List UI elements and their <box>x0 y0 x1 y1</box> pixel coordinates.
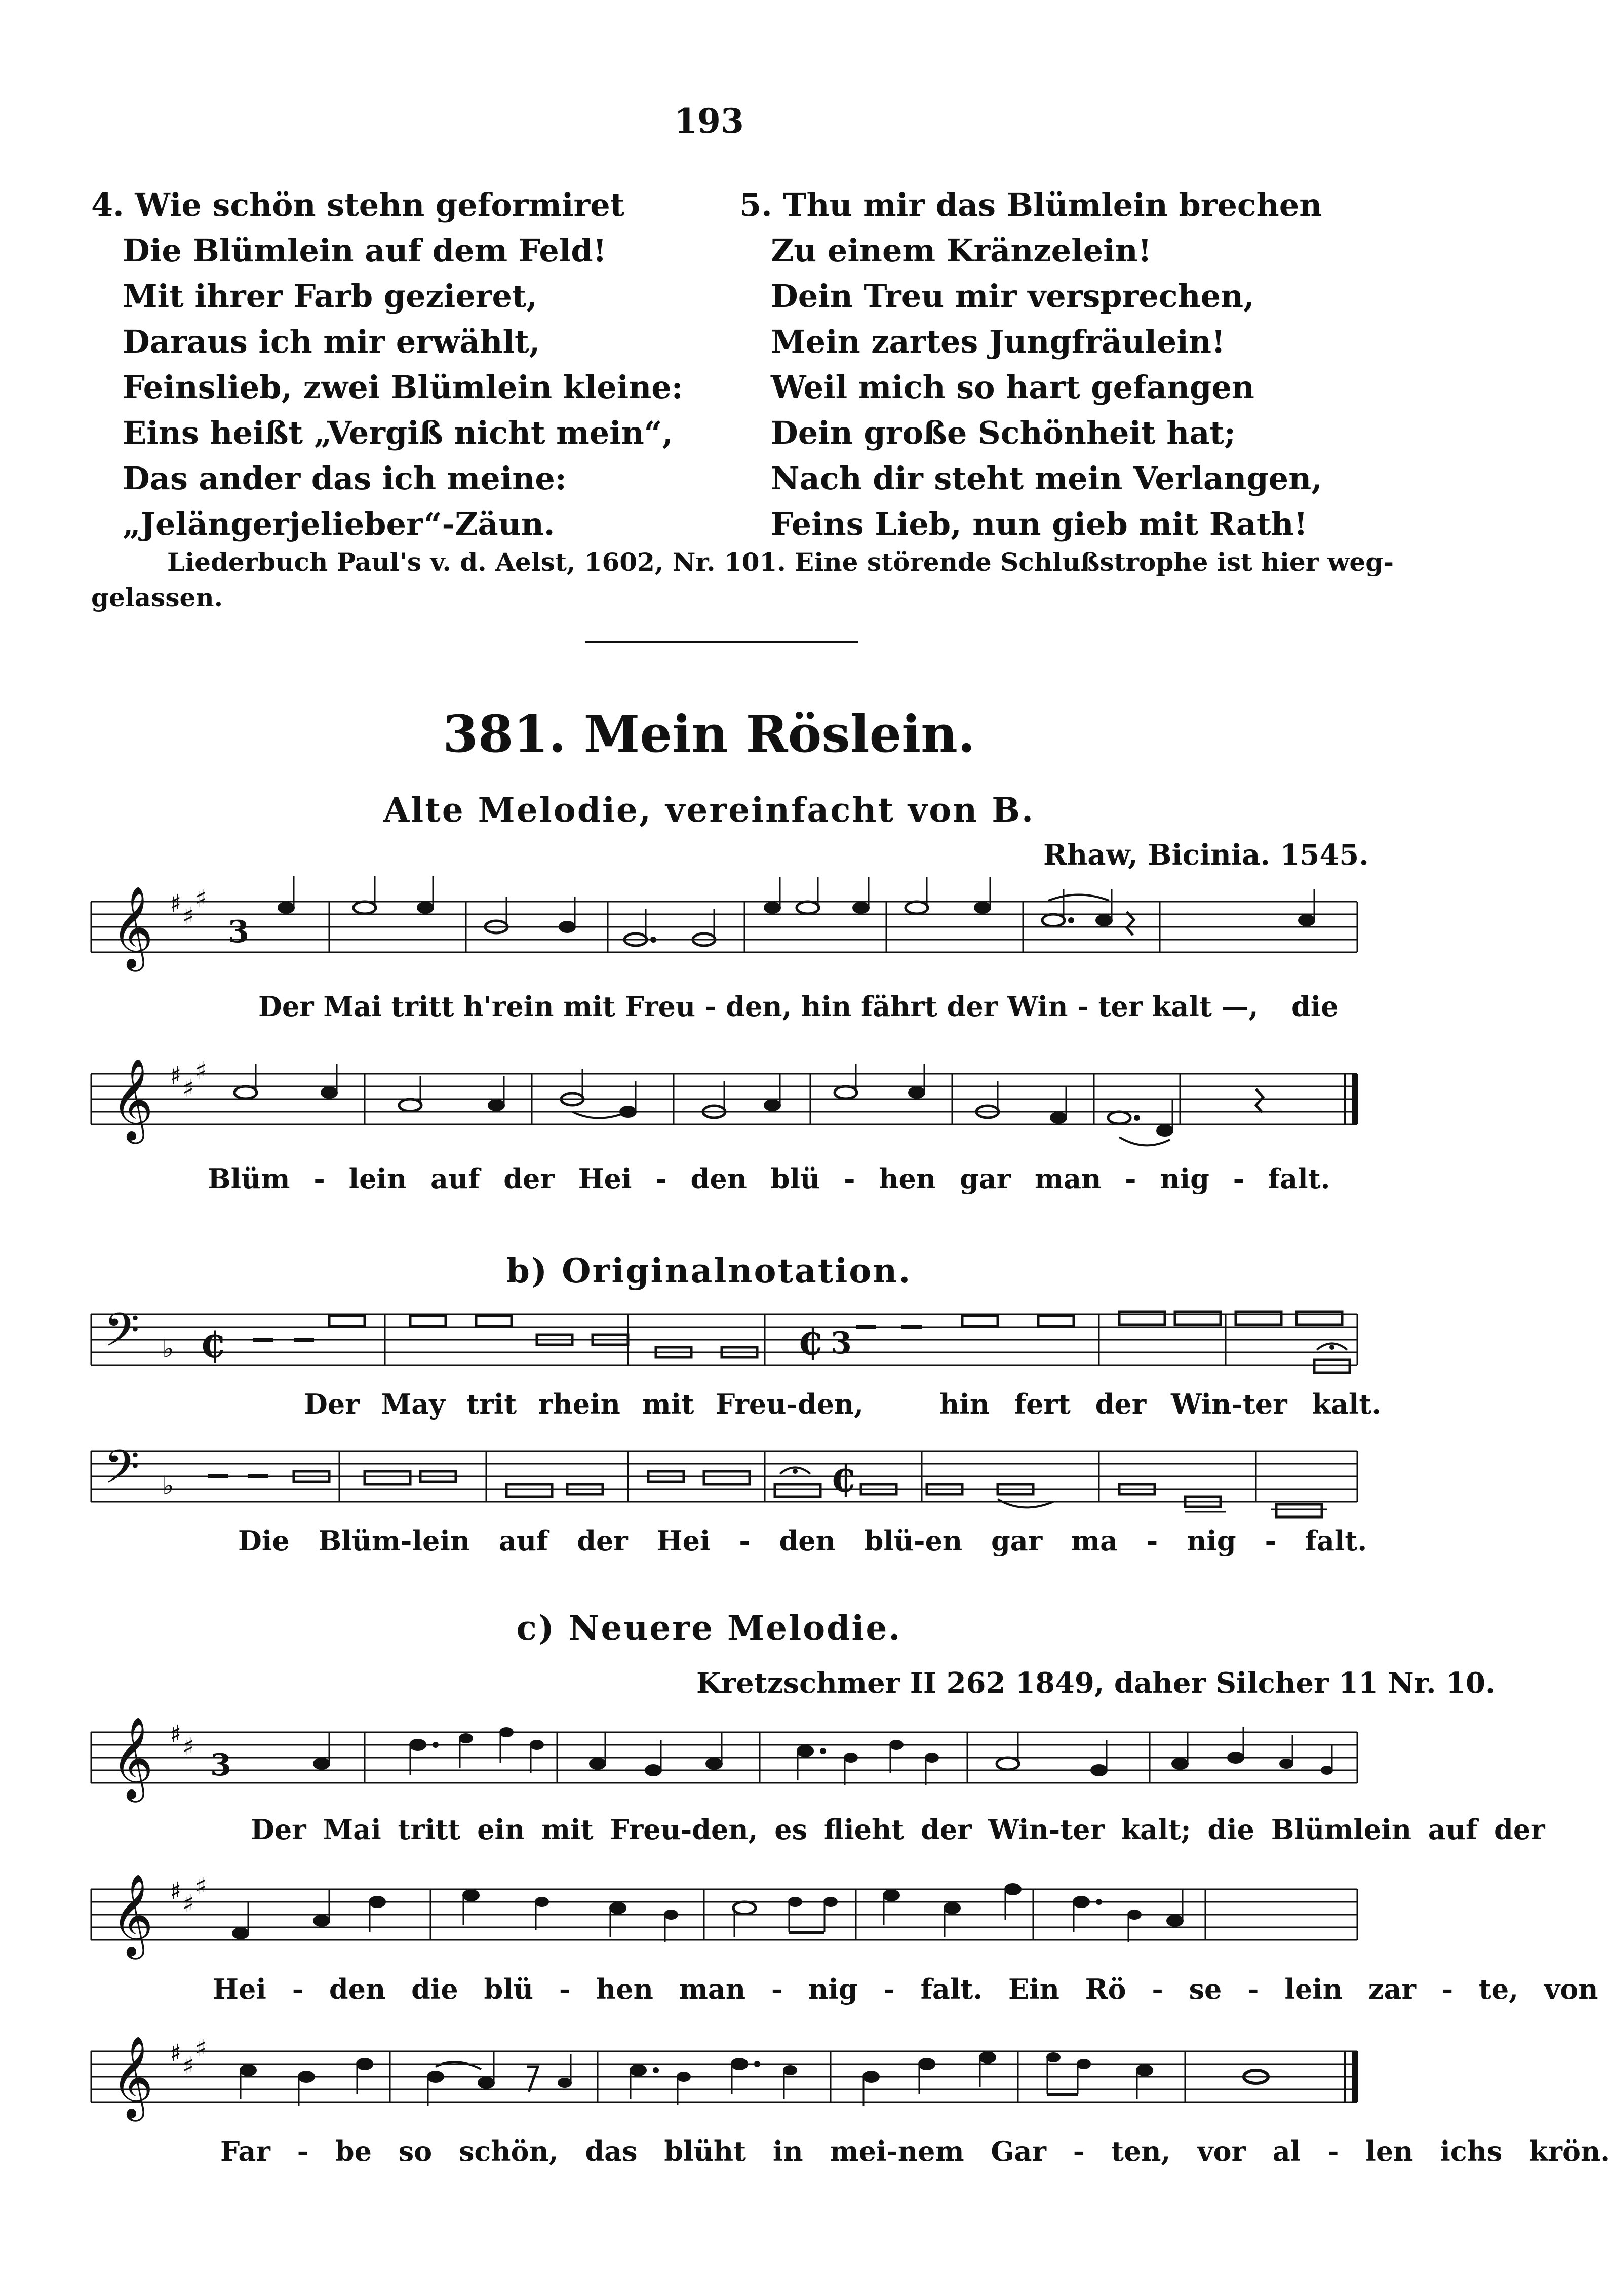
verse-line: 4. Wie schön stehn geformiret <box>91 186 625 223</box>
source-note <box>91 544 1394 615</box>
verse-line: Die Blümlein auf dem Feld! <box>123 232 607 269</box>
svg-text:♯: ♯ <box>195 884 207 913</box>
svg-text:𝄞: 𝄞 <box>111 886 153 968</box>
verse-line: 5. Thu mir das Blümlein brechen <box>739 186 1322 223</box>
verse-line: Zu einem Kränzelein! <box>771 232 1152 269</box>
verse-line: Weil mich so hart gefangen <box>771 369 1254 406</box>
stanza-4 <box>91 182 699 547</box>
time-signature: 3 <box>210 1747 231 1783</box>
verse-line: Dein Treu mir versprechen, <box>771 278 1254 315</box>
svg-text:𝄞: 𝄞 <box>111 1058 153 1141</box>
svg-text:♯: ♯ <box>182 2052 194 2080</box>
lyric-line: Der Mai tritt h'rein mit Freu - den, hin fährt der Win - ter kalt —, <box>258 990 1259 1023</box>
stanza-5 <box>739 182 1347 547</box>
lyric-line: hin fert der Win-ter kalt. <box>939 1388 1382 1420</box>
lyric-line: Der Mai tritt ein mit Freu-den, es flieht der Win-ter kalt; die Blümlein auf der <box>251 1813 1545 1846</box>
verse-line: Mit ihrer Farb gezieret, <box>123 278 538 315</box>
subtitle-b: b) Originalnotation. <box>506 1251 912 1291</box>
svg-text:♯: ♯ <box>170 889 182 918</box>
verse-line: Feins Lieb, nun gieb mit Rath! <box>771 505 1308 542</box>
source-c: Kretzschmer II 262 1849, daher Silcher 11 Nr. 10. <box>696 1666 1496 1700</box>
svg-text:𝄢: 𝄢 <box>104 1303 140 1368</box>
lyric-line: Far - be so schön, das blüht in mei-nem Gar - ten, vor al - len ichs krön. <box>220 2135 1610 2167</box>
svg-text:𝄞: 𝄞 <box>111 1717 153 1799</box>
lyric-line: Blüm - lein auf der Hei - den blü - hen gar man - nig - falt. <box>208 1162 1330 1195</box>
verse-line: Feinslieb, zwei Blümlein kleine: <box>123 369 683 406</box>
svg-text:♯: ♯ <box>170 1877 182 1905</box>
svg-text:♭: ♭ <box>162 1471 174 1500</box>
svg-text:♯: ♯ <box>182 902 194 930</box>
svg-text:3: 3 <box>831 1326 852 1361</box>
lyric-line: Hei - den die blü - hen man - nig - falt. Ein Rö - se - lein zar - te, von <box>213 1973 1598 2005</box>
staff-c3 <box>91 2036 1362 2127</box>
svg-text:♯: ♯ <box>182 1890 194 1918</box>
subtitle-a: Alte Melodie, vereinfacht von B. <box>383 790 1035 830</box>
source-note-line: Liederbuch Paul's v. d. Aelst, 1602, Nr. 101. Eine störende Schlußstrophe ist hier weg- <box>167 547 1394 577</box>
svg-text:♯: ♯ <box>170 1720 182 1748</box>
svg-text:♯: ♯ <box>182 1733 194 1761</box>
verse-line: Mein zartes Jungfräulein! <box>771 323 1226 360</box>
svg-text:♭: ♭ <box>162 1334 174 1364</box>
svg-text:𝄞: 𝄞 <box>111 1874 153 1956</box>
verse-line: Das ander das ich meine: <box>123 460 567 497</box>
svg-text:♯: ♯ <box>182 1074 194 1103</box>
staff-b1 <box>91 1303 1362 1383</box>
subtitle-c: c) Neuere Melodie. <box>516 1608 902 1648</box>
svg-text:₵: ₵ <box>798 1321 822 1364</box>
staff-c2 <box>91 1874 1362 1965</box>
svg-text:♯: ♯ <box>170 2039 182 2068</box>
svg-text:♯: ♯ <box>195 1872 207 1900</box>
staff-a2 <box>91 1057 1362 1155</box>
lyric-line: Die Blüm-lein auf der Hei - den blü-en gar ma - nig - falt. <box>238 1525 1367 1557</box>
verse-line: „Jelängerjelieber“-Zäun. <box>123 505 555 542</box>
section-divider <box>585 641 858 643</box>
page-number: 193 <box>674 101 744 141</box>
source-note-line: gelassen. <box>91 582 223 612</box>
svg-text:♯: ♯ <box>195 1057 207 1085</box>
lyric-line: die <box>1291 990 1339 1023</box>
svg-text:₵: ₵ <box>831 1458 855 1500</box>
svg-text:𝄢: 𝄢 <box>104 1440 140 1505</box>
lyric-line: Der May trit rhein mit Freu-den, <box>304 1388 864 1420</box>
staff-b2 <box>91 1440 1362 1525</box>
svg-text:𝄞: 𝄞 <box>111 2036 153 2118</box>
svg-text:₵: ₵ <box>200 1324 225 1366</box>
time-signature: 3 <box>228 914 249 950</box>
verse-line: Nach dir steht mein Verlangen, <box>771 460 1322 497</box>
staff-c1 <box>91 1717 1362 1803</box>
staff-a1 <box>91 884 1362 983</box>
song-title: 381. Mein Röslein. <box>443 704 975 764</box>
svg-text:♯: ♯ <box>195 2034 207 2062</box>
verse-line: Eins heißt „Vergiß nicht mein“, <box>123 414 674 451</box>
verse-line: Daraus ich mir erwählt, <box>123 323 540 360</box>
verse-line: Dein große Schönheit hat; <box>771 414 1236 451</box>
source-a: Rhaw, Bicinia. 1545. <box>1043 838 1369 872</box>
svg-text:♯: ♯ <box>170 1062 182 1090</box>
